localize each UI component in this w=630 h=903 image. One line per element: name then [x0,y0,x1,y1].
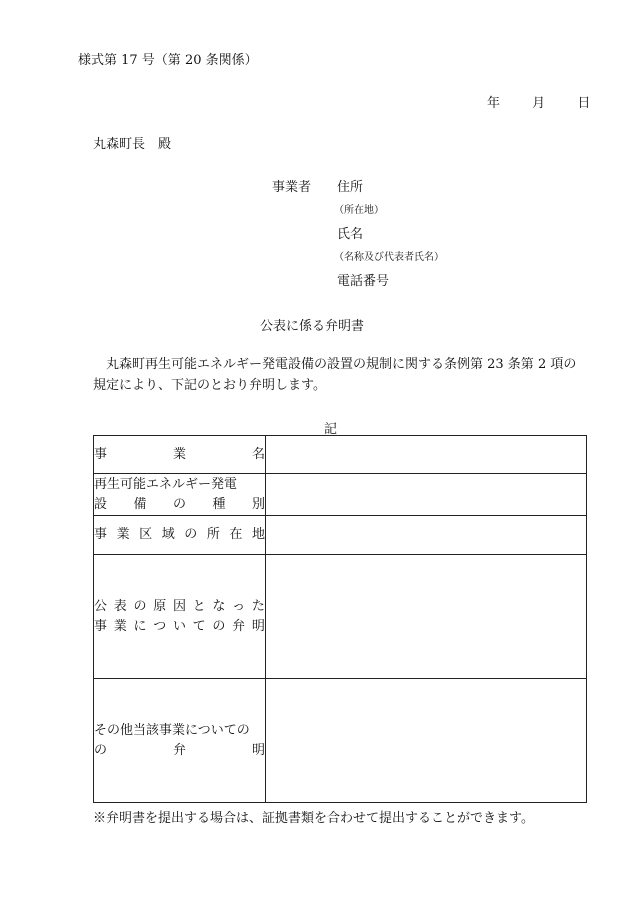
date-line [487,92,590,111]
business-name-field[interactable] [266,436,587,474]
label-char: 設 [94,496,108,512]
applicant-role: 事業者 [272,180,312,195]
label-char: 備 [133,496,147,512]
publication-reason-field[interactable] [266,555,587,679]
label-char: 業 [172,446,186,462]
label-char: の [212,618,226,634]
name-note: （名称及び代表者氏名） [334,252,444,263]
statement-table [93,435,587,803]
label-char: 事 [94,527,108,542]
label-char: 表 [113,598,127,614]
table-row [94,555,587,679]
label-facility-type [94,474,266,516]
label-char: 地 [251,527,265,542]
label-char: 種 [212,496,226,512]
label-char: た [251,598,265,614]
facility-type-field[interactable] [266,474,587,516]
label-line: その他当該事業についての [94,722,250,738]
label-char: 因 [172,598,186,614]
label-char: 別 [251,496,265,512]
date-year: 年 [487,96,501,111]
name-label: 氏名 [337,227,364,242]
label-char: 弁 [232,618,246,634]
label-char: に [133,618,147,634]
ki-label: 記 [324,422,338,437]
date-day: 日 [577,96,591,111]
label-char: っ [232,598,246,614]
label-char: 業 [116,527,130,542]
label-char: 弁 [172,742,186,758]
label-char: 明 [251,742,265,758]
label-line: 再生可能エネルギー発電 [94,476,238,492]
label-business-area-location [94,516,266,555]
form-number: 様式第 17 号（第 20 条関係） [78,53,258,68]
label-char: 名 [251,446,265,462]
label-char: 事 [94,446,108,462]
address-label: 住所 [337,180,364,195]
label-other-explanation [94,679,266,803]
label-char: 在 [229,527,243,542]
label-char: 公 [94,598,108,614]
addressee: 丸森町長 殿 [93,137,172,152]
label-publication-reason [94,555,266,679]
label-char: つ [153,618,167,634]
label-char: の [172,496,186,512]
date-month: 月 [532,96,546,111]
label-char: て [192,618,206,634]
label-char: い [172,618,186,634]
body-text: 丸森町再生可能エネルギー発電設備の設置の規制に関する条例第 23 条第 2 項の規定により、下記のとおり弁明します。 [93,357,577,393]
label-char: 区 [139,527,153,542]
label-char: の [184,527,198,542]
table-row [94,516,587,555]
label-char: な [212,598,226,614]
document-title: 公表に係る弁明書 [260,319,365,334]
other-explanation-field[interactable] [266,679,587,803]
phone-label: 電話番号 [337,274,390,289]
label-char: 業 [113,618,127,634]
address-note: （所在地） [334,205,384,216]
label-char: 所 [206,527,220,542]
table-row [94,474,587,516]
footnote: ※弁明書を提出する場合は、証拠書類を合わせて提出することができます。 [93,811,534,826]
label-char: 明 [251,618,265,634]
label-char: 域 [161,527,175,542]
label-char: 事 [94,618,108,634]
label-char: の [133,598,147,614]
label-char: の [94,742,108,758]
label-char: と [192,598,206,614]
business-area-location-field[interactable] [266,516,587,555]
table-row [94,436,587,474]
table-row [94,679,587,803]
label-char: 原 [153,598,167,614]
label-business-name [94,436,266,474]
